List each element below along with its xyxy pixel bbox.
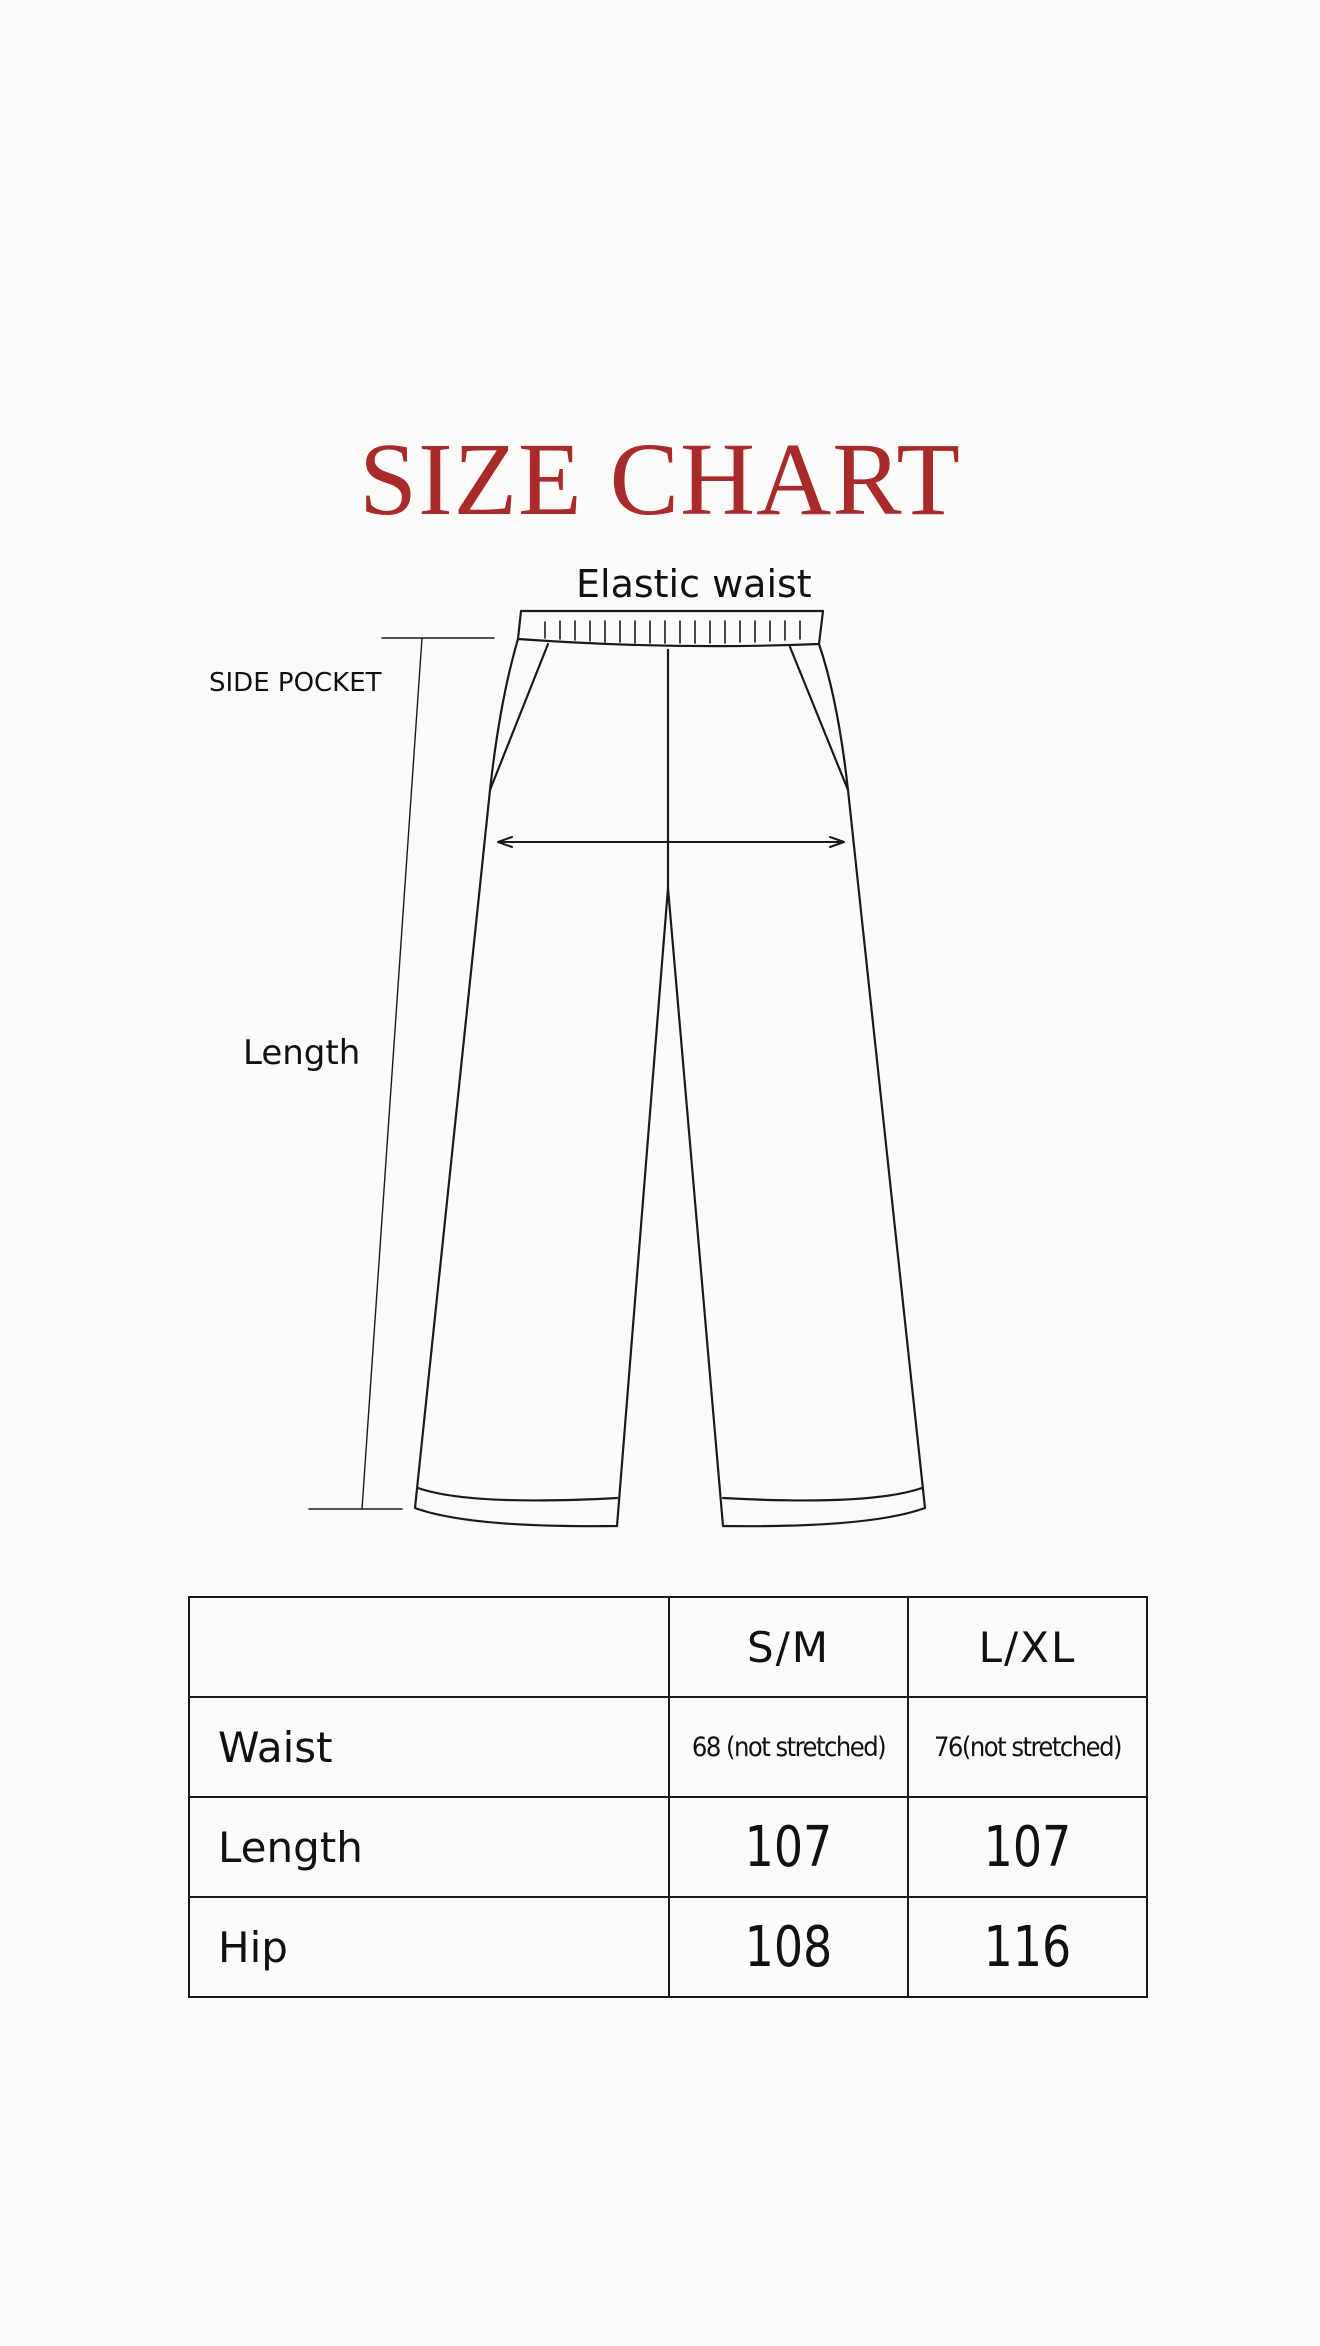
length-line: [362, 638, 422, 1509]
length-lxl-cell: [908, 1797, 1147, 1897]
waist-sm-value: 68 (not stretched): [669, 1697, 908, 1797]
left-leg-outline: [415, 639, 668, 1526]
page-title: SIZE CHART: [359, 422, 961, 537]
size-lxl-header: L/XL: [908, 1597, 1147, 1697]
side-pocket-label: SIDE POCKET: [209, 668, 382, 698]
hip-lxl-cell: [908, 1897, 1147, 1997]
right-leg-outline: [668, 644, 925, 1526]
left-hem: [418, 1488, 617, 1500]
waistband-ribbing: [545, 621, 800, 643]
table-row-waist: [189, 1697, 1147, 1797]
right-hem: [723, 1488, 922, 1500]
row-label-waist: Waist: [189, 1697, 669, 1797]
table-row-length: [189, 1797, 1147, 1897]
size-sm-header: S/M: [669, 1597, 908, 1697]
table-header-row: [189, 1597, 1147, 1697]
hip-sm-cell: [669, 1897, 908, 1997]
elastic-waist-label: Elastic waist: [576, 562, 812, 606]
waistband-outline: [518, 611, 823, 646]
hip-lxl-value: 116: [983, 1914, 1072, 1980]
size-table: [188, 1596, 1148, 1998]
length-sm-cell: [669, 1797, 908, 1897]
row-label-length: Length: [189, 1797, 669, 1897]
length-sm-value: 107: [744, 1814, 833, 1880]
hip-sm-value: 108: [744, 1914, 833, 1980]
right-pocket: [790, 647, 848, 790]
waist-lxl-value: 76(not stretched): [908, 1697, 1147, 1797]
row-label-hip: Hip: [189, 1897, 669, 1997]
length-label: Length: [243, 1033, 361, 1073]
length-lxl-value: 107: [983, 1814, 1072, 1880]
table-corner-cell: [189, 1597, 669, 1697]
table-row-hip: [189, 1897, 1147, 1997]
left-pocket: [490, 644, 548, 790]
